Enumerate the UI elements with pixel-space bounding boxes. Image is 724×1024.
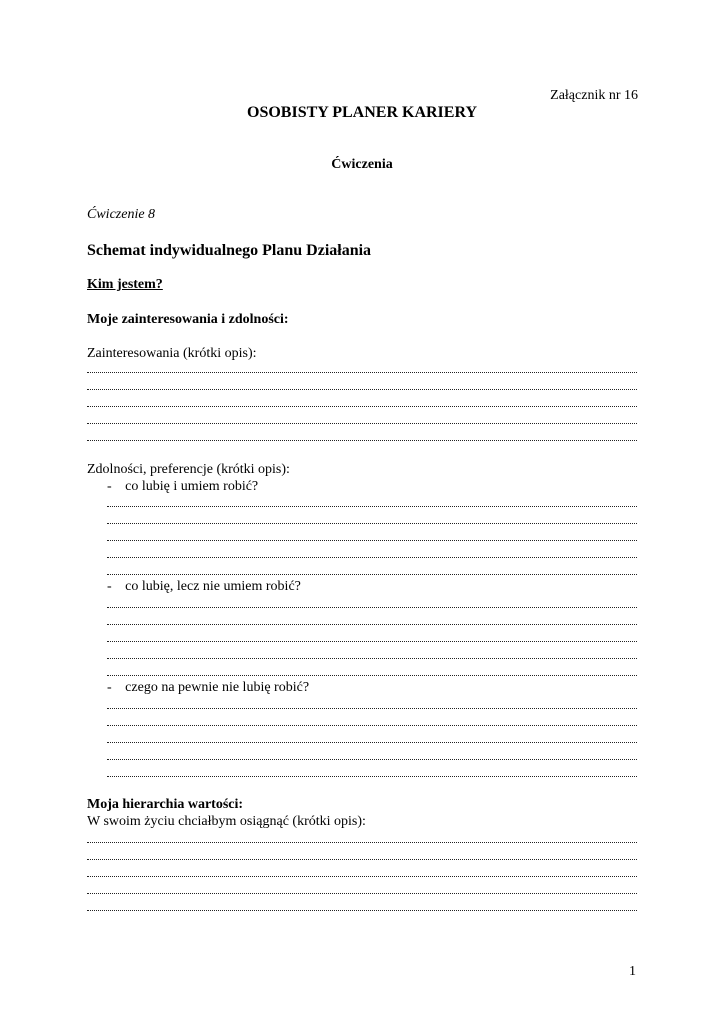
list-item-label: czego na pewnie nie lubię robić? <box>125 680 310 695</box>
answer-line[interactable] <box>107 715 637 727</box>
interests-heading: Moje zainteresowania i zdolności: <box>87 312 289 327</box>
answer-line[interactable] <box>107 631 637 643</box>
list-item-label: co lubię, lecz nie umiem robić? <box>125 579 301 594</box>
list-dash: - <box>107 579 112 594</box>
answer-line[interactable] <box>87 430 637 442</box>
answer-line[interactable] <box>107 547 637 559</box>
answer-line[interactable] <box>107 766 637 778</box>
exercise-label: Ćwiczenie 8 <box>87 207 156 222</box>
answer-line[interactable] <box>107 698 637 710</box>
answer-line[interactable] <box>107 496 637 508</box>
exercise-heading: Schemat indywidualnego Planu Działania <box>87 242 372 259</box>
document-subtitle: Ćwiczenia <box>331 157 393 172</box>
answer-line[interactable] <box>107 513 637 525</box>
annex-label: Załącznik nr 16 <box>550 88 638 103</box>
answer-line[interactable] <box>107 614 637 626</box>
answer-line[interactable] <box>107 648 637 660</box>
answer-line[interactable] <box>107 597 637 609</box>
list-item <box>107 680 309 696</box>
section-heading: Kim jestem? <box>87 277 163 292</box>
document-title: OSOBISTY PLANER KARIERY <box>247 104 477 121</box>
answer-line[interactable] <box>87 900 637 912</box>
list-item <box>107 579 301 595</box>
answer-line[interactable] <box>87 849 637 861</box>
answer-line[interactable] <box>87 832 637 844</box>
answer-line[interactable] <box>107 749 637 761</box>
list-item-label: co lubię i umiem robić? <box>125 479 259 494</box>
answer-line[interactable] <box>87 362 637 374</box>
answer-line[interactable] <box>87 883 637 895</box>
answer-line[interactable] <box>87 379 637 391</box>
answer-line[interactable] <box>107 530 637 542</box>
abilities-prompt: Zdolności, preferencje (krótki opis): <box>87 462 290 477</box>
answer-line[interactable] <box>87 866 637 878</box>
answer-line[interactable] <box>87 396 637 408</box>
list-dash: - <box>107 479 112 494</box>
answer-line[interactable] <box>87 413 637 425</box>
interests-prompt: Zainteresowania (krótki opis): <box>87 346 257 361</box>
list-dash: - <box>107 680 112 695</box>
answer-line[interactable] <box>107 564 637 576</box>
page-number: 1 <box>629 964 636 979</box>
values-prompt: W swoim życiu chciałbym osiągnąć (krótki opis): <box>87 814 366 829</box>
answer-line[interactable] <box>107 732 637 744</box>
answer-line[interactable] <box>107 665 637 677</box>
list-item <box>107 479 258 495</box>
values-heading: Moja hierarchia wartości: <box>87 797 244 812</box>
